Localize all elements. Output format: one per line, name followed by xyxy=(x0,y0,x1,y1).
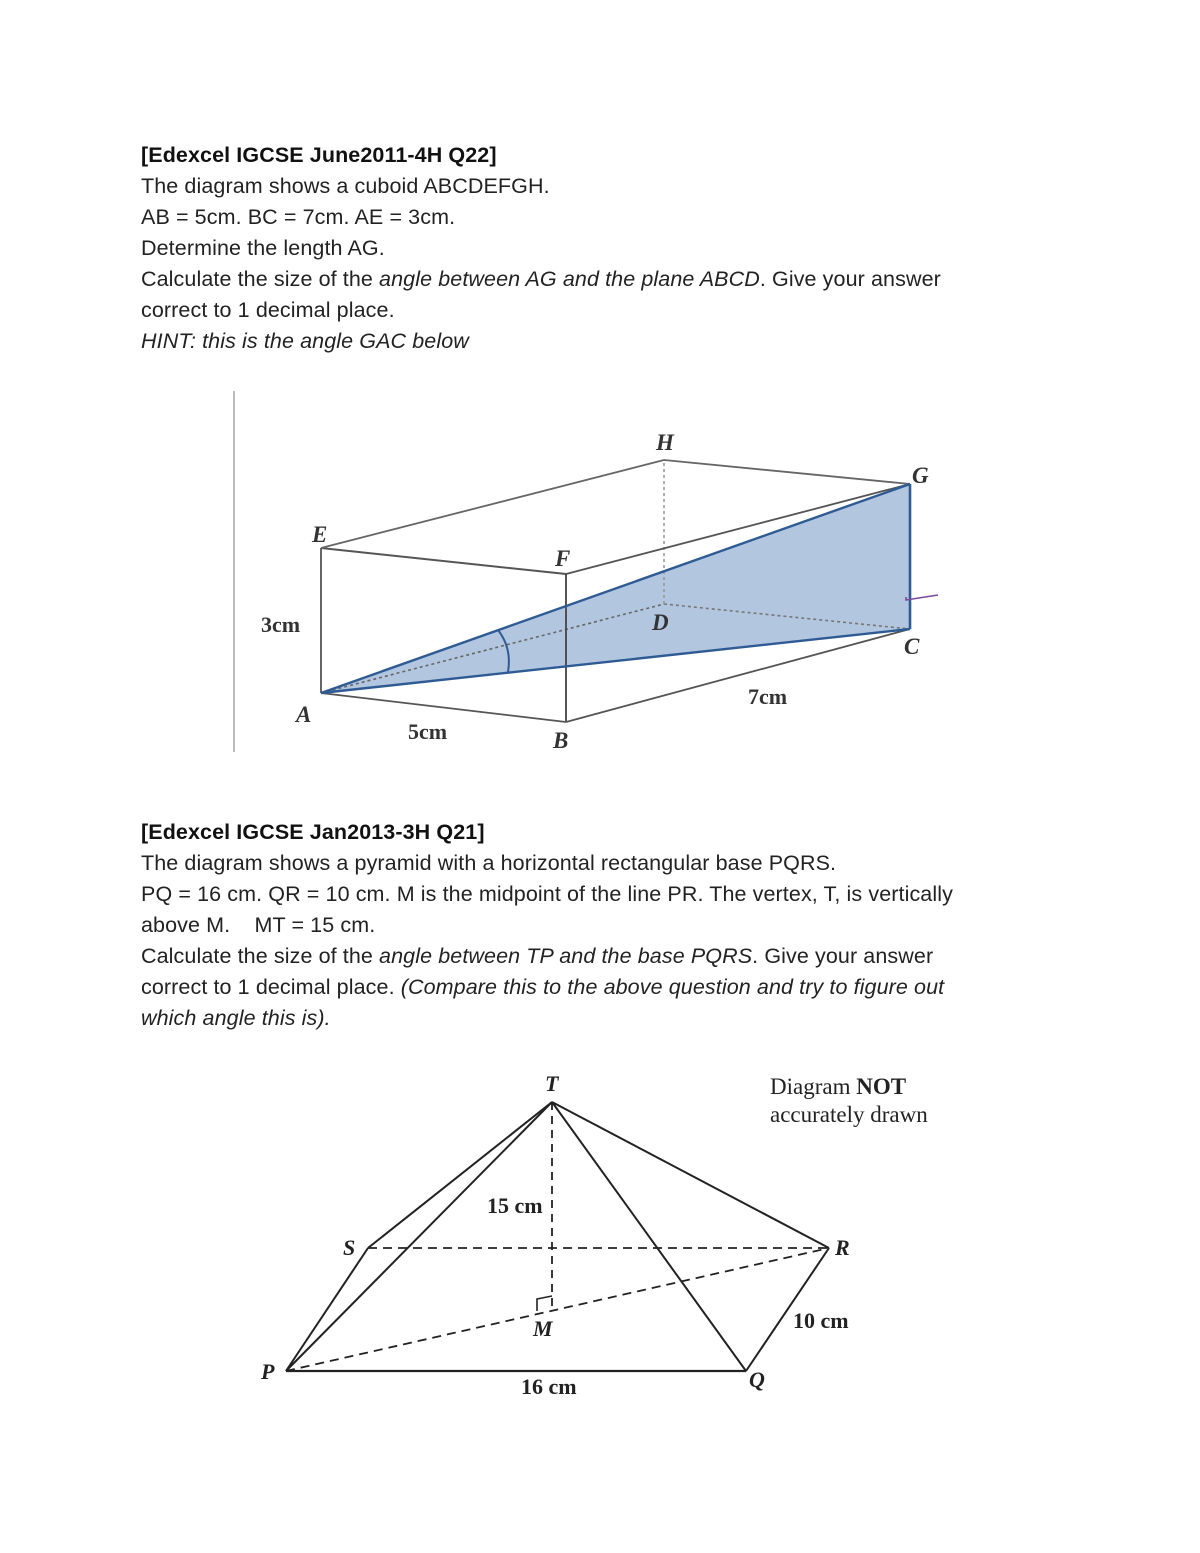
note-not: NOT xyxy=(856,1074,907,1099)
label-a: A xyxy=(296,702,312,727)
dim-ae: 3cm xyxy=(261,612,301,637)
question-2-line-4 xyxy=(141,941,1041,972)
note-line-1 xyxy=(770,1074,906,1099)
question-2-line-5 xyxy=(141,972,1041,1003)
right-angle-marker-m xyxy=(537,1296,552,1311)
question-2-line-3: above M. MT = 15 cm. xyxy=(141,913,376,937)
question-2-line-1: The diagram shows a pyramid with a horizontal rectangular base PQRS. xyxy=(141,851,837,875)
question-2-line-5-start: correct to 1 decimal place. xyxy=(141,975,401,999)
question-1-title: [Edexcel IGCSE June2011-4H Q22] xyxy=(141,143,497,167)
edge-tq xyxy=(552,1102,746,1371)
question-2-line-5-emphasis: (Compare this to the above question and try to figure out xyxy=(400,975,945,999)
edge-ab xyxy=(321,693,566,722)
pyramid-diagram xyxy=(255,1065,955,1415)
question-1-line-4-emphasis: angle between AG and the plane ABCD xyxy=(379,267,760,291)
question-1-hint-line xyxy=(141,326,1041,357)
label-r: R xyxy=(835,1235,850,1260)
question-1-hint: HINT: this is the angle GAC below xyxy=(141,329,469,353)
question-1-line-4 xyxy=(141,264,1041,295)
dim-ab: 5cm xyxy=(408,719,448,744)
label-h: H xyxy=(656,430,674,455)
question-2-line-4-emphasis: angle between TP and the base PQRS xyxy=(379,944,753,968)
label-b: B xyxy=(553,728,569,753)
edge-hg xyxy=(664,460,910,484)
dim-pq: 16 cm xyxy=(521,1374,577,1399)
label-e: E xyxy=(312,522,328,547)
label-d: D xyxy=(652,610,669,635)
question-1-line-4-start: Calculate the size of the xyxy=(141,267,380,291)
question-1-line-5: correct to 1 decimal place. xyxy=(141,298,395,322)
edge-tp xyxy=(286,1102,552,1371)
edge-ef xyxy=(321,548,566,574)
label-f: F xyxy=(555,546,571,571)
note-diagram: Diagram xyxy=(770,1074,857,1099)
question-1-line-3: Determine the length AG. xyxy=(141,236,385,260)
label-p: P xyxy=(261,1359,275,1384)
question-2-title: [Edexcel IGCSE Jan2013-3H Q21] xyxy=(141,820,485,844)
pyramid-svg xyxy=(255,1065,955,1415)
label-c: C xyxy=(904,634,920,659)
question-2-line-2: PQ = 16 cm. QR = 10 cm. M is the midpoint of the line PR. The vertex, T, is vertically xyxy=(141,882,953,906)
edge-ps xyxy=(286,1248,368,1371)
diagonal-pr-hidden xyxy=(286,1248,829,1371)
label-q: Q xyxy=(749,1367,765,1392)
cuboid-svg xyxy=(228,386,948,756)
dim-qr: 10 cm xyxy=(793,1308,849,1333)
cuboid-diagram xyxy=(228,386,948,756)
edge-eh xyxy=(321,460,664,548)
question-2-line-4-end: . Give your answer xyxy=(752,944,934,968)
dim-bc: 7cm xyxy=(748,684,788,709)
question-1-line-4-end: . Give your answer xyxy=(759,267,941,291)
edge-ts xyxy=(368,1102,552,1248)
question-2-line-6-emphasis: which angle this is). xyxy=(141,1006,331,1030)
note-line-2: accurately drawn xyxy=(770,1102,928,1127)
question-1 xyxy=(141,140,1041,357)
label-s: S xyxy=(343,1235,356,1260)
dim-mt: 15 cm xyxy=(487,1193,543,1218)
label-m: M xyxy=(533,1316,553,1341)
label-t: T xyxy=(545,1071,559,1096)
question-2-line-4-start: Calculate the size of the xyxy=(141,944,380,968)
question-2-line-6 xyxy=(141,1003,1041,1034)
question-1-line-2: AB = 5cm. BC = 7cm. AE = 3cm. xyxy=(141,205,456,229)
question-1-line-1: The diagram shows a cuboid ABCDEFGH. xyxy=(141,174,550,198)
question-2 xyxy=(141,817,1041,1034)
label-g: G xyxy=(912,463,929,488)
